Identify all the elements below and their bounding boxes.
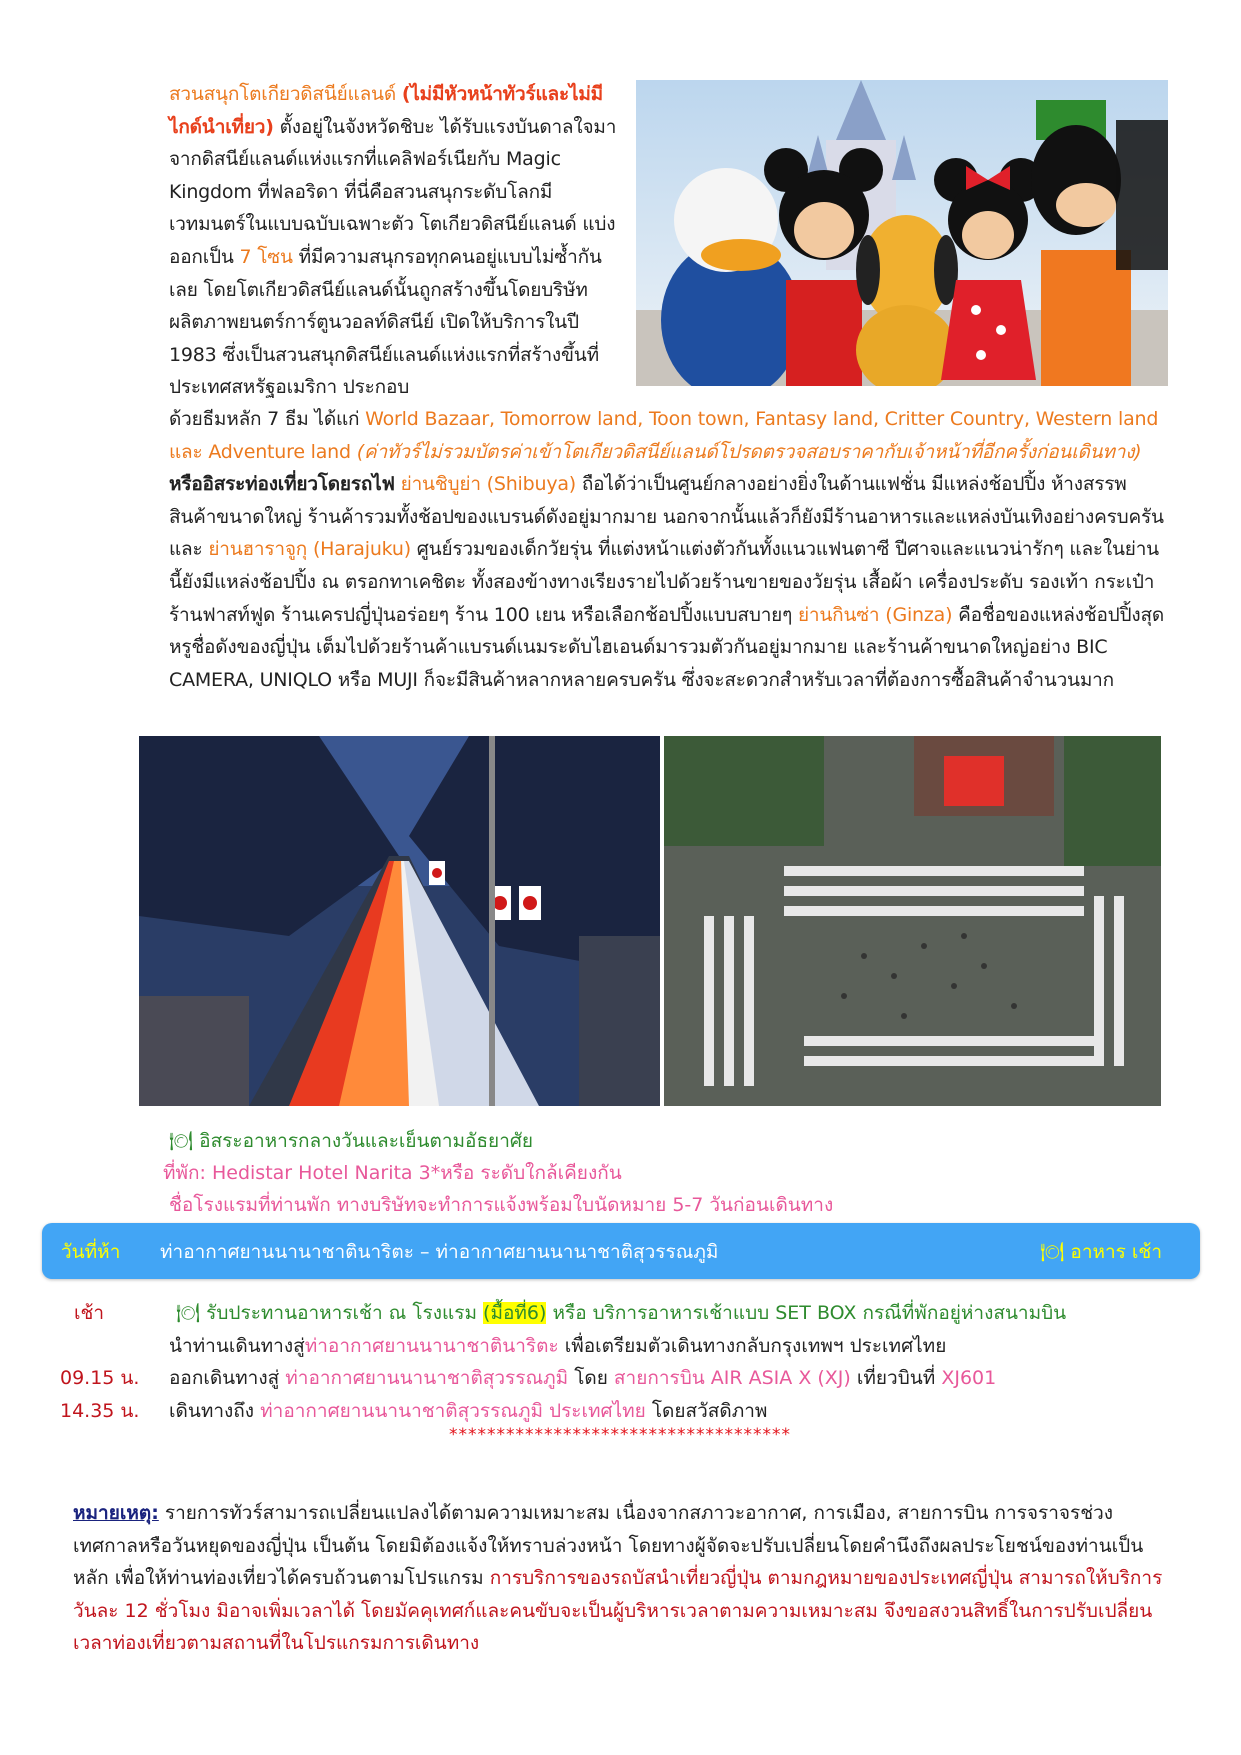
arrive-place: ท่าอากาศยานนานาชาติสุวรรณภูมิ ประเทศไทย xyxy=(260,1400,646,1422)
transfer-place: ท่าอากาศยานนานาชาตินาริตะ xyxy=(304,1335,559,1357)
depart-text-b: โดย xyxy=(574,1367,608,1389)
breakfast-meal-number: (มื้อที่6) xyxy=(483,1302,547,1324)
flight-number: XJ601 xyxy=(941,1367,997,1389)
intro-text-1: ตั้งอยู่ในจังหวัดชิบะ ได้รับแรงบันดาลใจมาจากดิสนีย์แลนด์แห่งแรกที่แคลิฟอร์เนียกับ Magic Kingdom ที่ฟลอริดา ที่นี่คือสวนสนุกระดับโลกมีเวทมนตร์ในแบบฉบับเฉพาะตัว โตเกียวดิสนีย์แลนด์ แบ่งออกเป็น xyxy=(169,115,617,268)
intro-text-2: ที่มีความสนุกรอทุกคนอยู่แบบไม่ซ้ำกันเลย โดยโตเกียวดิสนีย์แลนด์นั้นถูกสร้างขึ้นโดยบริษัทผลิตภาพยนตร์การ์ตูนวอลท์ดิสนีย์ เปิดให้บริการในปี 1983 ซึ่งเป็นสวนสนุกดิสนีย์แลนด์แห่งแรกที่สร้างขึ้นที่ประเทศสหรัฐอเมริกา ประกอบ xyxy=(169,245,602,399)
depart-text: ออกเดินทางสู่ xyxy=(169,1367,280,1389)
day-route: ท่าอากาศยานนานาชาตินาริตะ – ท่าอากาศยานนานาชาติสุวรรณภูมิ xyxy=(160,1241,719,1263)
hotel-notice: ชื่อโรงแรมที่ท่านพัก ทางบริษัทจะทำการแจ้งพร้อมใบนัดหมาย 5-7 วันก่อนเดินทาง xyxy=(169,1194,834,1216)
arrive-text: เดินทางถึง xyxy=(169,1400,255,1422)
shibuya-name: ย่านชิบูย่า (Shibuya) xyxy=(400,473,577,496)
morning-time: เช้า xyxy=(74,1302,105,1324)
intro-text-3: ด้วยธีมหลัก 7 ธีม ได้แก่ xyxy=(169,408,360,430)
intro-paragraph-continued xyxy=(169,403,1171,696)
depart-time: 09.15 น. xyxy=(60,1367,140,1389)
park-name: สวนสนุกโตเกียวดิสนีย์แลนด์ xyxy=(169,83,396,105)
harajuku-name: ย่านฮาราจูกุ (Harajuku) xyxy=(208,538,411,561)
meals-info: 🍽 อิสระอาหารกลางวันและเย็นตามอัธยาศัย xyxy=(169,1130,534,1152)
breakfast-text: 🍽 รับประทานอาหารเช้า ณ โรงแรม xyxy=(176,1302,477,1324)
ticket-note: (ค่าทัวร์ไม่รวมบัตรค่าเข้าโตเกียวดิสนีย์แลนด์โปรดตรวจสอบราคากับเจ้าหน้าที่อีกครั้งก่อนเดินทาง) xyxy=(356,440,1142,463)
intro-paragraph xyxy=(169,78,619,404)
transfer-row xyxy=(169,1331,946,1361)
free-trip-label: หรืออิสระท่องเที่ยวโดยรถไฟ xyxy=(169,473,395,496)
remark-label: หมายเหตุ: xyxy=(73,1502,159,1524)
day-meal: 🍽 อาหาร เช้า xyxy=(1040,1241,1162,1263)
remark-paragraph xyxy=(73,1497,1173,1660)
depart-row xyxy=(169,1363,996,1393)
depart-place: ท่าอากาศยานนานาชาติสุวรรณภูมิ xyxy=(285,1367,569,1389)
separator-stars: ************************************ xyxy=(449,1425,791,1445)
transfer-text-b: เพื่อเตรียมตัวเดินทางกลับกรุงเทพฯ ประเทศไทย xyxy=(564,1335,947,1357)
hotel-info: ที่พัก: Hedistar Hotel Narita 3*หรือ ระดับใกล้เคียงกัน xyxy=(163,1162,622,1184)
remark-red-text: การบริการของรถบัสนำเที่ยวญี่ปุ่น ตามกฎหมายของประเทศญี่ปุ่น สามารถให้บริการวันละ 12 ชั่วโมง มิอาจเพิ่มเวลาได้ โดยมัคคุเทศก์และคนขับจะเป็นผู้บริหารเวลาตามความเหมาะสม จึงขอสงวนสิทธิ์ในการปรับเปลี่ยนเวลาท่องเที่ยวตามสถานที่ในโปรแกรมการเดินทาง xyxy=(73,1567,1163,1655)
park-note: (ไม่มีหัวหน้าทัวร์และไม่มีไกด์นำเที่ยว) xyxy=(169,83,603,138)
shibuya-crossing-photo xyxy=(664,736,1161,1106)
intro-text-6: คือชื่อของแหล่งช้อปปิ้งสุดหรูชื่อดังของญี่ปุ่น เต็มไปด้วยร้านค้าแบรนด์เนมระดับไฮเอนด์มารวมตัวกันอยู่มากมาย และร้านค้าขนาดใหญ่อย่าง BIC CAMERA, UNIQLO หรือ MUJI ก็จะมีสินค้าหลากหลายครบครัน ซึ่งจะสะดวกสำหรับเวลาที่ต้องการซื้อสินค้าจำนวนมาก xyxy=(169,603,1165,691)
omotesando-street-photo xyxy=(139,736,660,1106)
day-five-banner xyxy=(42,1223,1200,1279)
intro-text-5: ศูนย์รวมของเด็กวัยรุ่น ที่แต่งหน้าแต่งตัวกันทั้งแนวแฟนตาซี ปีศาจและแนวน่ารักๆ และในย่านนี้ยังมีแหล่งช้อปปิ้ง ณ ตรอกทาเคชิตะ ทั้งสองข้างทางเรียงรายไปด้วยร้านขายของวัยรุ่น เสื้อผ้า เครื่องประดับ รองเท้า กระเป๋า ร้านฟาสท์ฟูด ร้านเครปญี่ปุ่นอร่อยๆ ร้าน 100 เยน หรือเลือกช้อปปิ้งแบบสบายๆ xyxy=(169,538,1159,626)
arrive-time: 14.35 น. xyxy=(60,1400,140,1422)
arrive-text-b: โดยสวัสดิภาพ xyxy=(651,1400,768,1422)
day-label: วันที่ห้า xyxy=(61,1241,121,1263)
ginza-name: ย่านกินซ่า (Ginza) xyxy=(797,603,953,626)
arrive-row xyxy=(169,1396,767,1426)
disney-characters-photo xyxy=(636,80,1168,386)
airline-name: สายการบิน AIR ASIA X (XJ) xyxy=(613,1367,851,1389)
flight-label: เที่ยวบินที่ xyxy=(856,1367,936,1389)
intro-text-4: ถือได้ว่าเป็นศูนย์กลางอย่างยิ่งในด้านแฟชั่น มีแหล่งช้อปปิ้ง ห้างสรรพสินค้าขนาดใหญ่ ร้านค้ารวมทั้งช้อปของแบรนด์ดังอยู่มากมาย นอกจากนั้นแล้วก็ยังมีร้านอาหารและแหล่งบันเทิงอย่างครบครัน และ xyxy=(169,473,1164,561)
breakfast-row xyxy=(176,1298,1066,1328)
transfer-text: นำท่านเดินทางสู่ xyxy=(169,1335,305,1357)
theme-list: World Bazaar, Tomorrow land, Toon town, Fantasy land, Critter Country, Western land และ Adventure land xyxy=(169,408,1159,463)
remark-text: รายการทัวร์สามารถเปลี่ยนแปลงได้ตามความเหมาะสม เนื่องจากสภาวะอากาศ, การเมือง, สายการบิน การจราจรช่วงเทศกาลหรือวันหยุดของญี่ปุ่น เป็นต้น โดยมิต้องแจ้งให้ทราบล่วงหน้า โดยทางผู้จัดจะปรับเปลี่ยนโดยคำนึงถึงผลประโยชน์ของท่านเป็นหลัก เพื่อให้ท่านท่องเที่ยวได้ครบถ้วนตามโปรแกรม xyxy=(73,1502,1144,1590)
breakfast-text-b: หรือ บริการอาหารเช้าแบบ SET BOX กรณีที่พักอยู่ห่างสนามบิน xyxy=(552,1302,1067,1324)
zones-count: 7 โซน xyxy=(239,245,293,268)
